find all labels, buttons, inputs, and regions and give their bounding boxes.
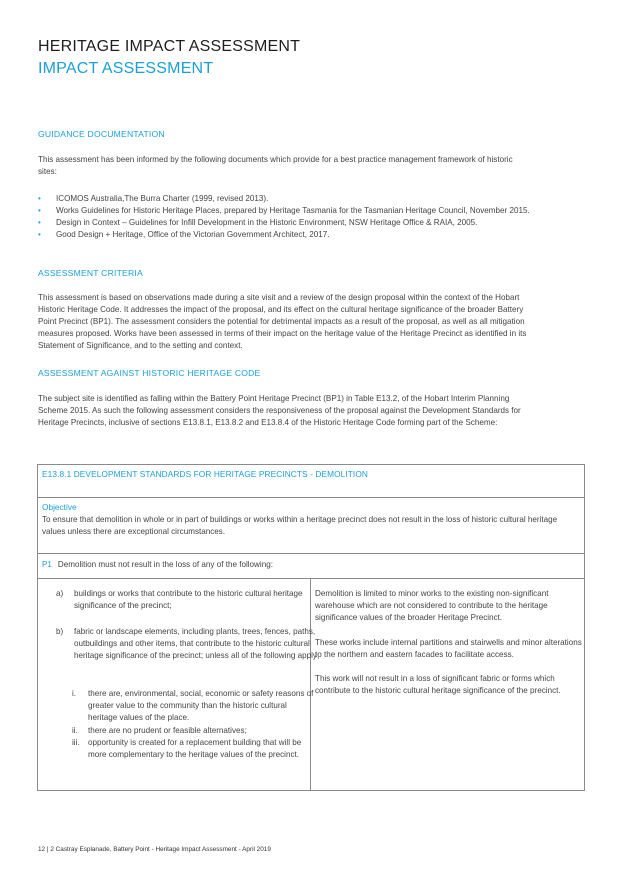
response-paragraph: These works include internal partitions and stairwells and minor alterations to the northern and eastern facades to facilitate access. <box>315 638 582 659</box>
list-item <box>38 217 538 229</box>
performance-criteria <box>42 560 273 569</box>
document-subtitle: IMPACT ASSESSMENT <box>38 60 214 77</box>
criteria-heading: ASSESSMENT CRITERIA <box>38 268 143 278</box>
bullet-icon: • <box>38 218 41 227</box>
subitem-text: there are, environmental, social, economic or safety reasons of greater value to the community than the historic cultural heritage values of the place. <box>88 689 314 722</box>
item-text: fabric or landscape elements, including plants, trees, fences, paths, outbuildings and other items, that contribute to the historic cultural heritage significance of the precinct; unless all of the following apply; <box>74 627 320 660</box>
item-marker: a) <box>56 589 64 598</box>
table-heading: E13.8.1 DEVELOPMENT STANDARDS FOR HERITAGE PRECINCTS - DEMOLITION <box>42 469 368 479</box>
code-heading: ASSESSMENT AGAINST HISTORIC HERITAGE CODE <box>38 368 261 378</box>
list-item <box>72 725 314 737</box>
response-paragraph: This work will not result in a loss of significant fabric or forms which contribute to the historic cultural heritage significance of the precinct. <box>315 674 561 695</box>
response-paragraph: Demolition is limited to minor works to the existing non-significant warehouse which are not considered to contribute to the heritage significance values of the broader Heritage Precinct. <box>315 589 549 622</box>
objective-row <box>38 498 584 554</box>
bullet-text: Works Guidelines for Historic Heritage Places, prepared by Heritage Tasmania for the Tasmanian Heritage Council, November 2015. <box>56 206 530 215</box>
objective-label: Objective <box>42 502 77 512</box>
subitem-text: there are no prudent or feasible alternatives; <box>88 726 247 735</box>
item-marker: b) <box>56 627 64 636</box>
criteria-list-column <box>38 579 320 790</box>
bullet-icon: • <box>38 230 41 239</box>
criteria-text: This assessment is based on observations made during a site visit and a review of the design proposal within the context of the Hobart Historic Heritage Code. It addresses the impact of the proposal, and its effect on the cultural heritage significance of the broader Battery Point Precinct (BP1). The assessment considers the potential for detrimental impacts as a result of the proposal, as well as all mitigation measures proposed. Works have been assessed in terms of their impact on the heritage value of the Heritage Precinct as identified in its Statement of Significance, and to the setting and context. <box>38 293 527 350</box>
list-item <box>56 626 326 662</box>
performance-criteria-row <box>38 554 584 579</box>
bullet-icon: • <box>38 194 41 203</box>
subitem-marker: ii. <box>72 726 78 735</box>
subitem-marker: iii. <box>72 738 80 747</box>
bullet-text: Good Design + Heritage, Office of the Victorian Government Architect, 2017. <box>56 230 330 239</box>
guidance-heading: GUIDANCE DOCUMENTATION <box>38 129 165 139</box>
p1-text: Demolition must not result in the loss of any of the following: <box>57 560 273 569</box>
list-item <box>38 229 538 241</box>
response-column <box>311 579 584 790</box>
item-text: buildings or works that contribute to the historic cultural heritage significance of the precinct; <box>74 589 303 610</box>
p1-code: P1 <box>42 560 52 569</box>
criteria-detail-row <box>38 579 584 790</box>
guidance-bullet-list <box>38 193 538 241</box>
list-item <box>38 193 538 205</box>
code-text: The subject site is identified as falling within the Battery Point Heritage Precinct (BP1) in Table E13.2, of the Hobart Interim Planning Scheme 2015. As such the following assessment considers the responsiveness of the proposal against the Development Standards for Heritage Precincts, inclusive of sections E13.8.1, E13.8.2 and E13.8.4 of the Historic Heritage Code forming part of the Scheme: <box>38 394 521 427</box>
list-item <box>72 688 314 724</box>
page-footer: 12 | 2 Castray Esplanade, Battery Point - Heritage Impact Assessment - April 2019 <box>38 846 271 853</box>
bullet-text: ICOMOS Australia,The Burra Charter (1999, revised 2013). <box>56 194 269 203</box>
standards-table <box>37 464 585 791</box>
document-title: HERITAGE IMPACT ASSESSMENT <box>38 38 301 55</box>
subitem-text: opportunity is created for a replacement building that will be more complementary to the heritage values of the precinct. <box>88 738 302 759</box>
list-item <box>38 205 538 217</box>
list-item <box>72 737 314 761</box>
list-item <box>56 588 326 612</box>
subitem-marker: i. <box>72 689 77 698</box>
bullet-text: Design in Context – Guidelines for Infill Development in the Historic Environment, NSW Heritage Office & RAIA, 2005. <box>56 218 478 227</box>
table-heading-row <box>38 465 584 498</box>
guidance-intro: This assessment has been informed by the following documents which provide for a best practice management framework of historic sites: <box>38 155 513 176</box>
objective-text: To ensure that demolition in whole or in part of buildings or works within a heritage precinct does not result in the loss of historic cultural heritage values unless there are exceptional circumstances. <box>42 515 558 536</box>
bullet-icon: • <box>38 206 41 215</box>
